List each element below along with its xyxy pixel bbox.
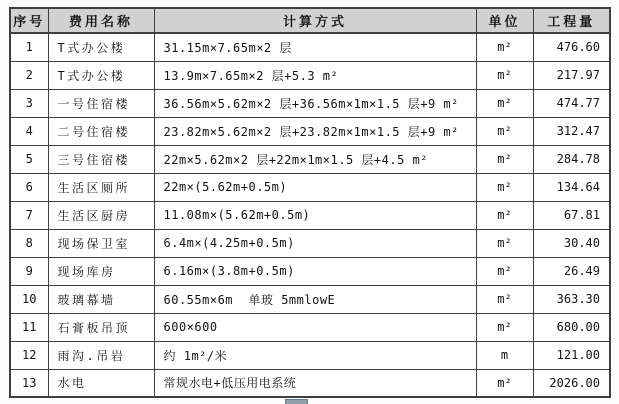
cell-expense-name: 生活区厕所 xyxy=(48,173,154,201)
cell-unit: m² xyxy=(476,173,533,201)
cell-expense-name: 生活区厨房 xyxy=(48,201,154,229)
table-row xyxy=(10,313,610,341)
cell-serial-number: 10 xyxy=(10,285,48,313)
cell-calc-method: 13.9m×7.65m×2 层+5.3 m² xyxy=(154,61,476,89)
cell-quantity: 284.78 xyxy=(533,145,610,173)
table-row xyxy=(10,285,610,313)
cell-calc-method: 11.08m×(5.62m+0.5m) xyxy=(154,201,476,229)
cell-calc-method: 约 1m²/米 xyxy=(154,341,476,369)
cell-serial-number: 1 xyxy=(10,33,48,61)
cell-calc-method: 22m×(5.62m+0.5m) xyxy=(154,173,476,201)
cell-calc-method: 22m×5.62m×2 层+22m×1m×1.5 层+4.5 m² xyxy=(154,145,476,173)
cell-unit: m² xyxy=(476,89,533,117)
cell-expense-name: 水电 xyxy=(48,369,154,397)
cell-expense-name: 玻璃幕墙 xyxy=(48,285,154,313)
table-resize-handle[interactable] xyxy=(285,399,308,404)
cell-quantity: 134.64 xyxy=(533,173,610,201)
table-row xyxy=(10,173,610,201)
table-row xyxy=(10,229,610,257)
col-header-quantity: 工程量 xyxy=(533,8,610,33)
cell-unit: m² xyxy=(476,369,533,397)
cell-serial-number: 13 xyxy=(10,369,48,397)
cell-quantity: 312.47 xyxy=(533,117,610,145)
table-row xyxy=(10,33,610,61)
cell-serial-number: 6 xyxy=(10,173,48,201)
cell-unit: m² xyxy=(476,313,533,341)
cell-expense-name: 现场保卫室 xyxy=(48,229,154,257)
cell-quantity: 217.97 xyxy=(533,61,610,89)
cell-unit: m xyxy=(476,341,533,369)
cell-quantity: 121.00 xyxy=(533,341,610,369)
cell-serial-number: 11 xyxy=(10,313,48,341)
cell-quantity: 2026.00 xyxy=(533,369,610,397)
cell-unit: m² xyxy=(476,33,533,61)
col-header-calc-method: 计算方式 xyxy=(154,8,476,33)
cell-expense-name: 二号住宿楼 xyxy=(48,117,154,145)
cell-expense-name: T式办公楼 xyxy=(48,33,154,61)
cell-calc-method: 6.4m×(4.25m+0.5m) xyxy=(154,229,476,257)
header-row xyxy=(10,8,610,33)
cell-expense-name: T式办公楼 xyxy=(48,61,154,89)
cell-calc-method: 常规水电+低压用电系统 xyxy=(154,369,476,397)
cell-expense-name: 三号住宿楼 xyxy=(48,145,154,173)
cell-unit: m² xyxy=(476,145,533,173)
table-body xyxy=(10,33,610,397)
cell-quantity: 476.60 xyxy=(533,33,610,61)
col-header-unit: 单位 xyxy=(476,8,533,33)
table-row xyxy=(10,117,610,145)
cell-serial-number: 9 xyxy=(10,257,48,285)
table-row xyxy=(10,145,610,173)
table-row xyxy=(10,257,610,285)
cell-quantity: 680.00 xyxy=(533,313,610,341)
table-row xyxy=(10,369,610,397)
cell-unit: m² xyxy=(476,285,533,313)
cell-quantity: 26.49 xyxy=(533,257,610,285)
cell-expense-name: 石膏板吊顶 xyxy=(48,313,154,341)
cell-quantity: 363.30 xyxy=(533,285,610,313)
cell-calc-method: 23.82m×5.62m×2 层+23.82m×1m×1.5 层+9 m² xyxy=(154,117,476,145)
table-row xyxy=(10,341,610,369)
cell-serial-number: 3 xyxy=(10,89,48,117)
cell-unit: m² xyxy=(476,117,533,145)
cell-quantity: 30.40 xyxy=(533,229,610,257)
cell-quantity: 474.77 xyxy=(533,89,610,117)
cell-expense-name: 雨沟.吊岩 xyxy=(48,341,154,369)
table-row xyxy=(10,89,610,117)
cell-serial-number: 4 xyxy=(10,117,48,145)
cell-unit: m² xyxy=(476,201,533,229)
cell-serial-number: 5 xyxy=(10,145,48,173)
cell-unit: m² xyxy=(476,229,533,257)
cell-calc-method: 600×600 xyxy=(154,313,476,341)
cell-unit: m² xyxy=(476,61,533,89)
table-row xyxy=(10,201,610,229)
col-header-expense-name: 费用名称 xyxy=(48,8,154,33)
table-row xyxy=(10,61,610,89)
col-header-serial-number: 序号 xyxy=(10,8,48,33)
cell-unit: m² xyxy=(476,257,533,285)
cell-calc-method: 31.15m×7.65m×2 层 xyxy=(154,33,476,61)
cell-serial-number: 12 xyxy=(10,341,48,369)
cell-calc-method: 6.16m×(3.8m+0.5m) xyxy=(154,257,476,285)
cell-serial-number: 2 xyxy=(10,61,48,89)
cell-serial-number: 7 xyxy=(10,201,48,229)
cell-calc-method: 36.56m×5.62m×2 层+36.56m×1m×1.5 层+9 m² xyxy=(154,89,476,117)
cell-expense-name: 现场库房 xyxy=(48,257,154,285)
cell-expense-name: 一号住宿楼 xyxy=(48,89,154,117)
cell-serial-number: 8 xyxy=(10,229,48,257)
cell-calc-method: 60.55m×6m 单玻 5mmlowE xyxy=(154,285,476,313)
cost-quantity-table xyxy=(9,7,611,398)
cell-quantity: 67.81 xyxy=(533,201,610,229)
